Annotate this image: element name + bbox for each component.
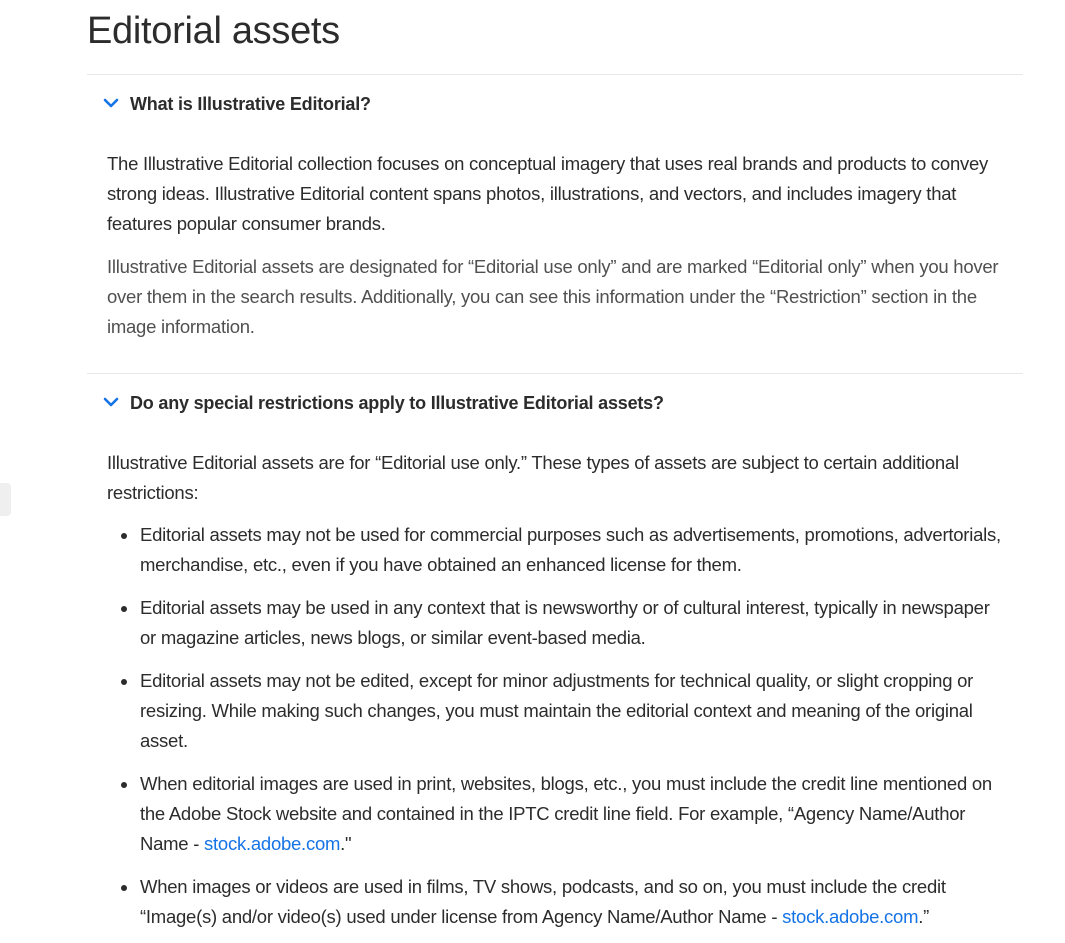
accordion-what-is-illustrative-editorial bbox=[87, 74, 1023, 342]
accordion-header-1[interactable] bbox=[87, 75, 1023, 137]
list-item-text: Editorial assets may not be edited, except for minor adjustments for technical quality, or slight cropping or resizing. While making such changes, you must maintain the editorial context and meaning of the original asset. bbox=[140, 670, 974, 751]
accordion-body-1 bbox=[87, 149, 1023, 342]
list-item-text: When images or videos are used in films, TV shows, podcasts, and so on, you must include the credit “Image(s) and/or video(s) used under license from Agency Name/Author Name - bbox=[140, 876, 946, 927]
stock-adobe-link[interactable]: stock.adobe.com bbox=[204, 833, 341, 854]
side-feedback-tab[interactable] bbox=[0, 483, 11, 516]
intro-paragraph: Illustrative Editorial assets are for “Editorial use only.” These types of assets are subject to certain additional restrictions: bbox=[107, 452, 959, 503]
list-item bbox=[140, 872, 1007, 932]
list-item bbox=[140, 769, 1007, 859]
paragraph: Illustrative Editorial assets are designated for “Editorial use only” and are marked “Editorial only” when you hover over them in the search results. Additionally, you can see this information under the “Restriction” section in the image information. bbox=[107, 256, 999, 337]
list-item-text: When editorial images are used in print, websites, blogs, etc., you must include the credit line mentioned on the Adobe Stock website and contained in the IPTC credit line field. For example, “Agency Name/Author Name - bbox=[140, 773, 992, 854]
list-item-text: Editorial assets may be used in any context that is newsworthy or of cultural interest, typically in newspaper or magazine articles, news blogs, or similar event-based media. bbox=[140, 597, 990, 648]
accordion-header-2[interactable] bbox=[87, 374, 1023, 436]
chevron-down-icon bbox=[103, 396, 119, 408]
list-item-text-end: ." bbox=[340, 833, 352, 854]
list-item bbox=[140, 593, 1007, 653]
bullet-icon bbox=[121, 533, 127, 539]
accordion-special-restrictions bbox=[87, 373, 1023, 943]
restrictions-list bbox=[107, 520, 1007, 932]
stock-adobe-link[interactable]: stock.adobe.com bbox=[782, 906, 919, 927]
accordion-body-2 bbox=[87, 448, 1023, 932]
accordion-title: Do any special restrictions apply to Illustrative Editorial assets? bbox=[130, 393, 664, 413]
list-item bbox=[140, 666, 1007, 756]
page-title: Editorial assets bbox=[87, 10, 340, 52]
chevron-down-icon bbox=[103, 97, 119, 109]
bullet-icon bbox=[121, 679, 127, 685]
bullet-icon bbox=[121, 885, 127, 891]
bullet-icon bbox=[121, 782, 127, 788]
list-item-text-end: .” bbox=[918, 906, 930, 927]
list-item bbox=[140, 520, 1007, 580]
list-item-text: Editorial assets may not be used for commercial purposes such as advertisements, promotions, advertorials, merchandise, etc., even if you have obtained an enhanced license for them. bbox=[140, 524, 1001, 575]
bullet-icon bbox=[121, 606, 127, 612]
paragraph: The Illustrative Editorial collection focuses on conceptual imagery that uses real brands and products to convey strong ideas. Illustrative Editorial content spans photos, illustrations, and vectors, and includes imagery that features popular consumer brands. bbox=[107, 153, 989, 234]
accordion-title: What is Illustrative Editorial? bbox=[130, 94, 371, 114]
